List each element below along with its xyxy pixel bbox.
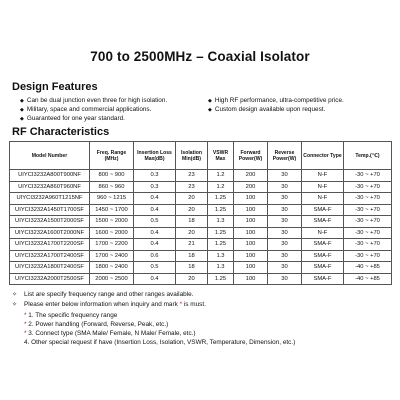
table-cell: 1.2 xyxy=(208,170,234,182)
table-cell: N-F xyxy=(302,193,344,205)
table-row xyxy=(10,216,392,228)
table-cell: SMA-F xyxy=(302,250,344,262)
table-cell: 0.3 xyxy=(134,181,176,193)
table-cell: 20 xyxy=(176,227,208,239)
column-header: VSWR Max xyxy=(208,142,234,170)
table-cell: 0.3 xyxy=(134,170,176,182)
table-cell: 0.4 xyxy=(134,239,176,251)
table-cell: 100 xyxy=(234,273,268,285)
table-cell: 1.3 xyxy=(208,262,234,274)
table-cell: 100 xyxy=(234,216,268,228)
table-cell: -30 ~ +70 xyxy=(344,204,392,216)
table-cell: 30 xyxy=(268,273,302,285)
table-cell: 2000 ~ 2500 xyxy=(90,273,134,285)
table-cell: 30 xyxy=(268,170,302,182)
table-row xyxy=(10,204,392,216)
note-item xyxy=(12,320,392,329)
table-row xyxy=(10,227,392,239)
table-cell: 30 xyxy=(268,250,302,262)
note-text: is must. xyxy=(182,301,206,309)
inquiry-notes xyxy=(12,290,392,348)
column-header: Connector Type xyxy=(302,142,344,170)
note-item-text: 2. Power handling (Forward, Reverse, Peak, etc.) xyxy=(26,320,169,328)
table-cell: 100 xyxy=(234,239,268,251)
table-cell: 0.5 xyxy=(134,262,176,274)
diamond-bullet-icon: ◆ xyxy=(208,106,212,113)
table-cell: 1800 ~ 2400 xyxy=(90,262,134,274)
table-cell: SMA-F xyxy=(302,262,344,274)
table-cell: SMA-F xyxy=(302,216,344,228)
table-cell: 30 xyxy=(268,193,302,205)
note-line xyxy=(12,290,392,300)
table-cell: UIYCI3232A1450T1700SF xyxy=(10,204,90,216)
table-cell: 18 xyxy=(176,216,208,228)
table-cell: 860 ~ 960 xyxy=(90,181,134,193)
table-cell: SMA-F xyxy=(302,273,344,285)
table-cell: 1.25 xyxy=(208,193,234,205)
table-cell: 1700 ~ 2400 xyxy=(90,250,134,262)
required-star: * xyxy=(24,330,27,338)
table-cell: -30 ~ +70 xyxy=(344,193,392,205)
table-cell: N-F xyxy=(302,227,344,239)
feature-text: Custom design available upon request. xyxy=(214,106,326,113)
table-row xyxy=(10,181,392,193)
feature-text: Can be dual junction even three for high isolation. xyxy=(26,97,168,104)
table-cell: UIYCI3232A2000T2500SF xyxy=(10,273,90,285)
note-item xyxy=(12,311,392,320)
feature-item xyxy=(208,105,325,115)
table-cell: 21 xyxy=(176,239,208,251)
table-cell: 200 xyxy=(234,170,268,182)
table-cell: UIYCI3232A1800T2400SF xyxy=(10,262,90,274)
sparkle-icon: ✧ xyxy=(12,302,18,309)
diamond-bullet-icon: ◆ xyxy=(20,106,24,113)
table-row xyxy=(10,193,392,205)
table-cell: 960 ~ 1215 xyxy=(90,193,134,205)
table-cell: 20 xyxy=(176,204,208,216)
table-cell: -40 ~ +85 xyxy=(344,273,392,285)
table-cell: 100 xyxy=(234,227,268,239)
table-cell: 23 xyxy=(176,170,208,182)
table-cell: -30 ~ +70 xyxy=(344,239,392,251)
diamond-bullet-icon: ◆ xyxy=(20,115,24,122)
note-text: List are specify frequency range and other ranges available. xyxy=(24,291,194,298)
table-cell: SMA-F xyxy=(302,239,344,251)
table-cell: 0.4 xyxy=(134,273,176,285)
note-text: Please enter below information when inquiry and mark xyxy=(24,301,180,309)
table-cell: 20 xyxy=(176,273,208,285)
table-cell: N-F xyxy=(302,181,344,193)
note-item-text: 4. Other special request if have (Insertion Loss, Isolation, VSWR, Temperature, Dimension, etc.) xyxy=(24,339,296,347)
table-cell: 0.6 xyxy=(134,250,176,262)
column-header: Temp.(℃) xyxy=(344,142,392,170)
table-cell: -30 ~ +70 xyxy=(344,250,392,262)
column-header: Model Number xyxy=(10,142,90,170)
page-title: 700 to 2500MHz – Coaxial Isolator xyxy=(90,49,310,64)
table-cell: 1.25 xyxy=(208,204,234,216)
table-cell: 1500 ~ 2000 xyxy=(90,216,134,228)
column-header: Freq. Range (MHz) xyxy=(90,142,134,170)
table-cell: 18 xyxy=(176,262,208,274)
table-cell: 1.25 xyxy=(208,239,234,251)
table-cell: 30 xyxy=(268,262,302,274)
note-item xyxy=(12,338,392,347)
table-row xyxy=(10,262,392,274)
table-cell: 23 xyxy=(176,181,208,193)
table-cell: 1.25 xyxy=(208,227,234,239)
table-cell: 1.3 xyxy=(208,216,234,228)
table-cell: UIYCI3232A1500T2000SF xyxy=(10,216,90,228)
note-item-text: 1. The specific frequency range xyxy=(26,311,118,319)
table-cell: 1700 ~ 2200 xyxy=(90,239,134,251)
required-star: * xyxy=(24,311,27,319)
table-cell: -40 ~ +85 xyxy=(344,262,392,274)
table-header-row xyxy=(10,142,392,170)
table-cell: -30 ~ +70 xyxy=(344,170,392,182)
table-cell: 18 xyxy=(176,250,208,262)
table-cell: 30 xyxy=(268,227,302,239)
table-cell: SMA-F xyxy=(302,204,344,216)
design-features-heading: Design Features xyxy=(12,81,98,93)
table-cell: 1600 ~ 2000 xyxy=(90,227,134,239)
table-cell: UIYCI3232A860T960NF xyxy=(10,181,90,193)
required-star: * xyxy=(179,301,183,309)
table-cell: UIYCI3232A960T1215NF xyxy=(10,193,90,205)
table-cell: -30 ~ +70 xyxy=(344,227,392,239)
table-row xyxy=(10,273,392,285)
feature-text: High RF performance, ultra-competitive price. xyxy=(214,97,344,104)
table-cell: 0.4 xyxy=(134,204,176,216)
diamond-bullet-icon: ◆ xyxy=(208,97,212,104)
table-cell: 0.4 xyxy=(134,193,176,205)
table-cell: UIYCI3232A800T900NF xyxy=(10,170,90,182)
note-item xyxy=(12,329,392,338)
table-cell: 100 xyxy=(234,250,268,262)
table-cell: -30 ~ +70 xyxy=(344,181,392,193)
column-header: Forward Power(W) xyxy=(234,142,268,170)
table-cell: 800 ~ 900 xyxy=(90,170,134,182)
feature-text: Military, space and commercial applications. xyxy=(26,106,152,113)
feature-item xyxy=(20,114,125,124)
table-cell: UIYCI3232A1700T2400SF xyxy=(10,250,90,262)
rf-characteristics-table xyxy=(9,141,392,285)
note-item-text: 3. Connect type (SMA Male/ Female, N Male/ Female, etc.) xyxy=(26,330,196,338)
table-cell: 0.4 xyxy=(134,227,176,239)
note-line xyxy=(12,300,392,310)
table-cell: 20 xyxy=(176,193,208,205)
table-cell: N-F xyxy=(302,170,344,182)
table-cell: 100 xyxy=(234,193,268,205)
table-row xyxy=(10,250,392,262)
feature-text: Guaranteed for one year standard. xyxy=(26,115,125,122)
table-cell: 1.2 xyxy=(208,181,234,193)
table-cell: 200 xyxy=(234,181,268,193)
sparkle-icon: ✧ xyxy=(12,292,18,298)
diamond-bullet-icon: ◆ xyxy=(20,97,24,104)
table-row xyxy=(10,170,392,182)
table-cell: 1.25 xyxy=(208,273,234,285)
table-cell: UIYCI3232A1700T2200SF xyxy=(10,239,90,251)
rf-characteristics-heading: RF Characteristics xyxy=(12,126,110,138)
table-cell: UIYCI3232A1600T2000NF xyxy=(10,227,90,239)
table-cell: 0.5 xyxy=(134,216,176,228)
table-cell: 100 xyxy=(234,204,268,216)
column-header: Reverse Power(W) xyxy=(268,142,302,170)
column-header: Isolation Min(dB) xyxy=(176,142,208,170)
table-cell: 30 xyxy=(268,181,302,193)
table-cell: 100 xyxy=(234,262,268,274)
table-body xyxy=(10,170,392,285)
table-cell: 30 xyxy=(268,216,302,228)
table-cell: 30 xyxy=(268,204,302,216)
required-star: * xyxy=(24,320,27,328)
column-header: Insertion Loss Max(dB) xyxy=(134,142,176,170)
table-cell: 1.3 xyxy=(208,250,234,262)
table-cell: 30 xyxy=(268,239,302,251)
table-row xyxy=(10,239,392,251)
table-cell: -30 ~ +70 xyxy=(344,216,392,228)
table-cell: 1450 ~ 1700 xyxy=(90,204,134,216)
